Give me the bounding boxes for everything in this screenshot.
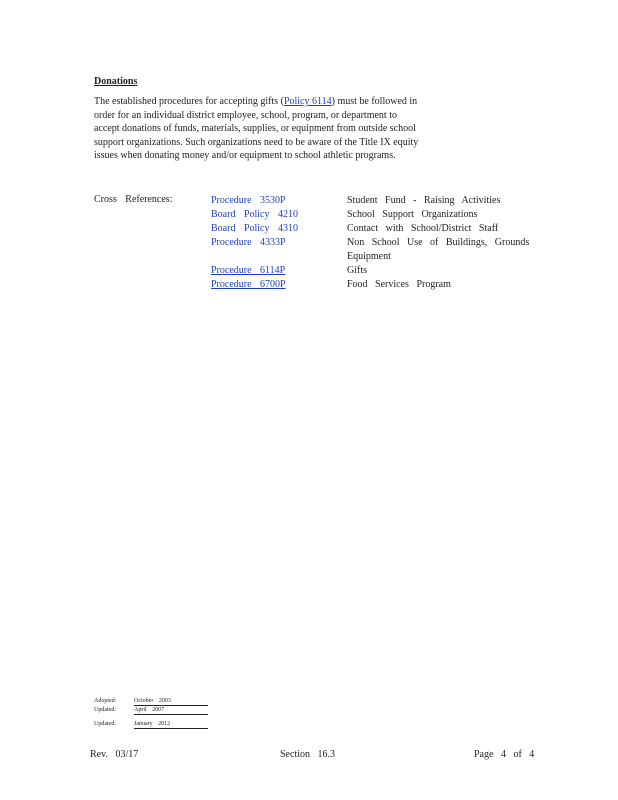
paragraph-text: The established procedures for accepting gifts ( <box>94 96 284 107</box>
paragraph-line-5: issues when donating money and/or equipment to school athletic programs. <box>94 150 396 162</box>
board-policy-4310-link[interactable]: Board Policy 4310 <box>211 223 298 234</box>
paragraph-line-4: support organizations. Such organizations need to be aware of the Title IX equity <box>94 136 419 148</box>
paragraph-line-3: accept donations of funds, materials, supplies, or equipment from outside school <box>94 123 416 135</box>
paragraph-line-1 <box>94 95 526 109</box>
footer-page-number: Page 4 of 4 <box>474 749 535 760</box>
donations-paragraph <box>94 95 526 163</box>
section-heading: Donations <box>94 76 138 87</box>
cross-reference-description: Gifts <box>347 265 367 276</box>
footer-revision: Rev. 03/17 <box>90 749 139 760</box>
procedure-6700p-link[interactable]: Procedure 6700P <box>211 279 286 290</box>
history-date: January 2012 <box>134 720 208 729</box>
history-updated <box>94 706 208 715</box>
cross-reference-description: Non School Use of Buildings, Grounds Equipment <box>347 237 530 262</box>
history-label: Updated: <box>94 721 116 727</box>
history-adopted <box>94 697 208 706</box>
cross-reference-description: Food Services Program <box>347 279 451 290</box>
history-label: Updated: <box>94 707 116 713</box>
paragraph-text: ) must be followed in <box>331 96 418 107</box>
policy-6114-link[interactable]: Policy 6114 <box>283 96 332 107</box>
history-date: April 2007 <box>134 706 208 715</box>
cross-reference-description: Contact with School/District Staff <box>347 223 499 234</box>
history-label: Adopted: <box>94 698 117 704</box>
footer-section: Section 16.3 <box>280 749 335 760</box>
procedure-4333p-link[interactable]: Procedure 4333P <box>211 237 286 248</box>
board-policy-4210-link[interactable]: Board Policy 4210 <box>211 209 298 220</box>
paragraph-line-2: order for an individual district employee, school, program, or department to <box>94 109 397 121</box>
cross-reference-description: School Support Organizations <box>347 209 478 220</box>
history-updated <box>94 720 208 729</box>
history-date: October 2003 <box>134 697 208 706</box>
cross-references-label: Cross References: <box>94 194 173 205</box>
procedure-3530p-link[interactable]: Procedure 3530P <box>211 195 286 206</box>
procedure-6114p-link[interactable]: Procedure 6114P <box>211 265 286 276</box>
cross-reference-description: Student Fund - Raising Activities <box>347 195 501 206</box>
